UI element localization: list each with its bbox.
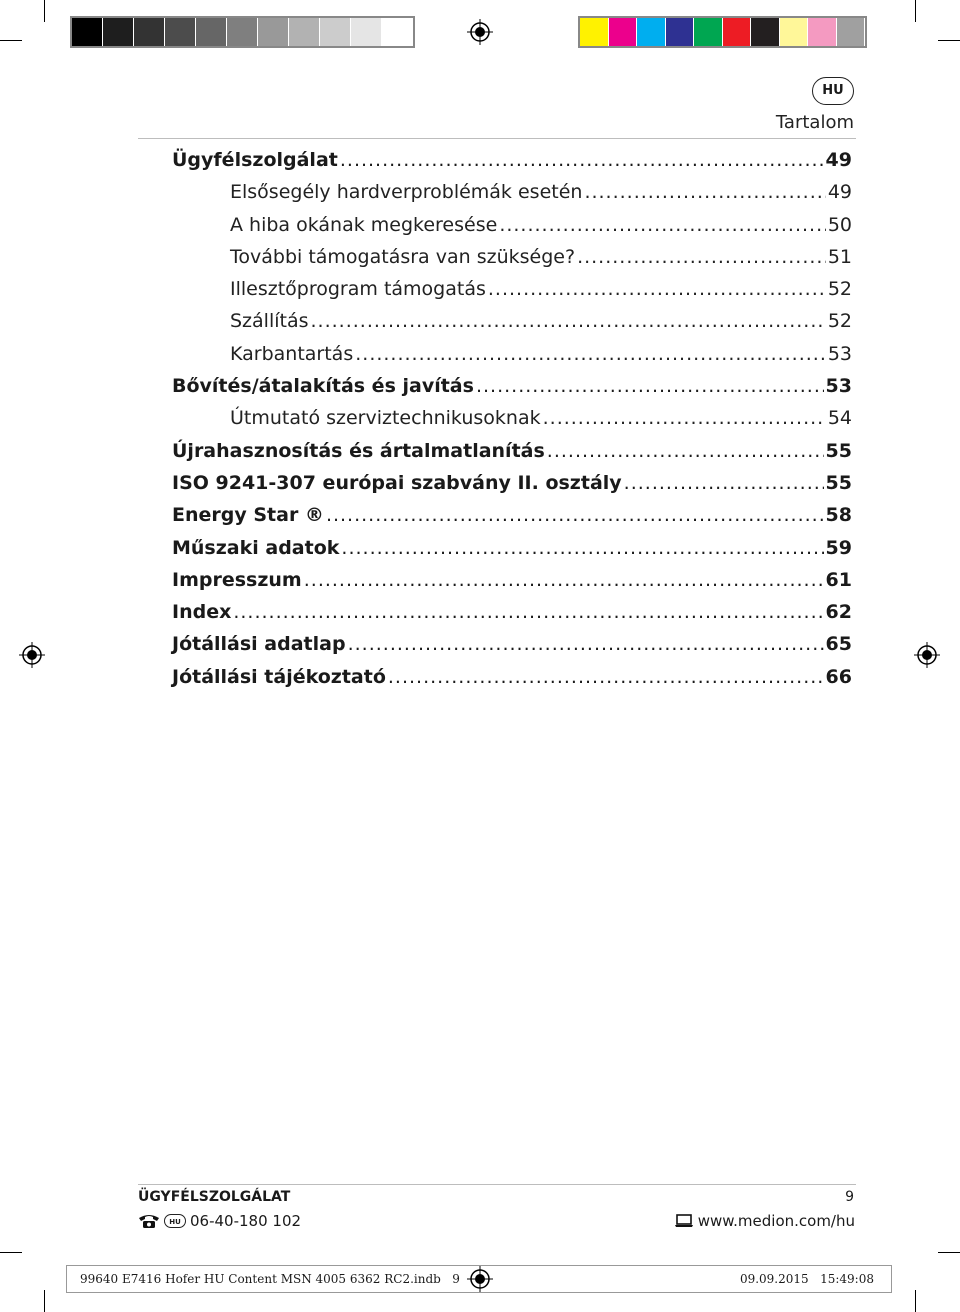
toc-entry[interactable] bbox=[172, 499, 852, 531]
toc-entry-title: Illesztőprogram támogatás bbox=[230, 278, 486, 301]
color-swatch bbox=[580, 18, 609, 46]
toc-entry-page: 54 bbox=[827, 407, 852, 430]
toc-leader-dots bbox=[499, 209, 826, 241]
toc-entry[interactable] bbox=[172, 596, 852, 628]
color-swatch bbox=[694, 18, 723, 46]
toc-entry-page: 55 bbox=[825, 471, 852, 494]
toc-leader-dots bbox=[543, 402, 826, 434]
registration-mark-icon bbox=[19, 642, 45, 668]
color-swatch bbox=[72, 18, 103, 46]
color-swatch bbox=[780, 18, 809, 46]
toc-entry-title: A hiba okának megkeresése bbox=[230, 213, 498, 236]
toc-leader-dots bbox=[233, 596, 823, 628]
toc-leader-dots bbox=[326, 499, 824, 531]
toc-entry[interactable] bbox=[172, 370, 852, 402]
footer-hotline bbox=[138, 1212, 301, 1230]
toc-entry[interactable] bbox=[172, 209, 852, 241]
toc-entry[interactable] bbox=[172, 661, 852, 693]
toc-leader-dots bbox=[547, 435, 824, 467]
toc-leader-dots bbox=[584, 176, 825, 208]
toc-entry-title: Műszaki adatok bbox=[172, 536, 340, 559]
color-swatch bbox=[103, 18, 134, 46]
toc-entry-page: 52 bbox=[827, 278, 852, 301]
color-swatch bbox=[808, 18, 837, 46]
toc-entry-page: 53 bbox=[827, 342, 852, 365]
header-rule bbox=[138, 138, 856, 139]
color-swatch bbox=[723, 18, 752, 46]
color-swatch bbox=[351, 18, 382, 46]
toc-entry-title: ISO 9241-307 európai szabvány II. osztály bbox=[172, 471, 622, 494]
toc-entry[interactable] bbox=[172, 564, 852, 596]
toc-entry[interactable] bbox=[172, 467, 852, 499]
toc-entry-title: Impresszum bbox=[172, 568, 302, 591]
toc-entry-title: Újrahasznosítás és ártalmatlanítás bbox=[172, 439, 545, 462]
laptop-icon bbox=[674, 1213, 694, 1229]
toc-entry-title: További támogatásra van szüksége? bbox=[230, 245, 576, 268]
color-swatch bbox=[258, 18, 289, 46]
toc-leader-dots bbox=[304, 564, 824, 596]
color-swatch bbox=[637, 18, 666, 46]
page-title: Tartalom bbox=[775, 112, 854, 133]
table-of-contents bbox=[172, 144, 852, 693]
toc-entry-title: Index bbox=[172, 601, 232, 624]
registration-mark-icon bbox=[914, 642, 940, 668]
color-swatch bbox=[666, 18, 695, 46]
toc-entry-title: Jótállási tájékoztató bbox=[172, 665, 386, 688]
crop-mark bbox=[44, 1290, 45, 1312]
toc-entry-page: 59 bbox=[825, 536, 852, 559]
toc-entry[interactable] bbox=[172, 176, 852, 208]
toc-entry-title: Szállítás bbox=[230, 310, 309, 333]
toc-leader-dots bbox=[577, 241, 826, 273]
color-swatch bbox=[134, 18, 165, 46]
registration-mark-icon bbox=[467, 19, 493, 45]
toc-entry[interactable] bbox=[172, 241, 852, 273]
toc-entry-page: 49 bbox=[825, 149, 852, 171]
toc-leader-dots bbox=[488, 273, 826, 305]
toc-entry-page: 49 bbox=[827, 181, 852, 204]
crop-mark bbox=[44, 0, 45, 22]
color-swatch bbox=[227, 18, 258, 46]
website-link[interactable]: www.medion.com/hu bbox=[697, 1212, 855, 1230]
toc-leader-dots bbox=[348, 628, 824, 660]
toc-entry-page: 52 bbox=[827, 310, 852, 333]
toc-entry[interactable] bbox=[172, 402, 852, 434]
toc-entry-page: 58 bbox=[825, 504, 852, 527]
toc-entry-page: 62 bbox=[825, 601, 852, 624]
color-swatch bbox=[165, 18, 196, 46]
telephone-icon bbox=[138, 1213, 160, 1229]
toc-entry-title: Energy Star ® bbox=[172, 504, 324, 527]
crop-mark bbox=[938, 40, 960, 41]
color-swatch bbox=[320, 18, 351, 46]
toc-entry[interactable] bbox=[172, 273, 852, 305]
hotline-language-badge: HU bbox=[164, 1214, 186, 1228]
process-color-bar bbox=[578, 16, 867, 48]
color-swatch bbox=[751, 18, 780, 46]
crop-mark bbox=[915, 0, 916, 22]
toc-entry-page: 50 bbox=[827, 213, 852, 236]
toc-entry-title: Bővítés/átalakítás és javítás bbox=[172, 375, 474, 398]
hotline-number: 06-40-180 102 bbox=[190, 1212, 302, 1230]
toc-entry[interactable] bbox=[172, 628, 852, 660]
toc-entry[interactable] bbox=[172, 305, 852, 337]
toc-entry-page: 65 bbox=[825, 633, 852, 656]
toc-entry-title: Útmutató szerviztechnikusoknak bbox=[230, 407, 541, 430]
toc-entry-page: 53 bbox=[825, 375, 852, 398]
toc-entry[interactable] bbox=[172, 532, 852, 564]
toc-entry-title: Elsősegély hardverproblémák esetén bbox=[230, 181, 583, 204]
slug-filename: 99640 E7416 Hofer HU Content MSN 4005 6362 RC2.indb 9 bbox=[80, 1272, 460, 1286]
page-number: 9 bbox=[845, 1189, 854, 1205]
toc-leader-dots bbox=[624, 467, 824, 499]
color-swatch bbox=[837, 18, 866, 46]
footer-section-title: ÜGYFÉLSZOLGÁLAT bbox=[138, 1189, 291, 1205]
color-swatch bbox=[289, 18, 320, 46]
toc-entry-title: Jótállási adatlap bbox=[172, 633, 346, 656]
toc-entry[interactable] bbox=[172, 144, 852, 176]
toc-leader-dots bbox=[311, 305, 826, 337]
toc-entry-page: 55 bbox=[825, 439, 852, 462]
toc-leader-dots bbox=[388, 661, 824, 693]
toc-leader-dots bbox=[355, 338, 826, 370]
slug-timestamp: 09.09.2015 15:49:08 bbox=[739, 1272, 874, 1286]
color-swatch bbox=[196, 18, 227, 46]
crop-mark bbox=[915, 1290, 916, 1312]
footer-rule bbox=[138, 1184, 856, 1185]
grayscale-color-bar bbox=[70, 16, 415, 48]
crop-mark bbox=[0, 40, 22, 41]
crop-mark bbox=[0, 1252, 22, 1253]
toc-leader-dots bbox=[341, 532, 823, 564]
toc-entry-title: Karbantartás bbox=[230, 342, 354, 365]
color-swatch bbox=[382, 18, 413, 46]
toc-leader-dots bbox=[340, 144, 824, 176]
toc-entry-page: 66 bbox=[825, 665, 852, 688]
toc-entry-page: 61 bbox=[825, 568, 852, 591]
crop-mark bbox=[938, 1252, 960, 1253]
footer-website bbox=[674, 1212, 855, 1230]
color-swatch bbox=[609, 18, 638, 46]
toc-entry[interactable] bbox=[172, 435, 852, 467]
toc-leader-dots bbox=[476, 370, 824, 402]
toc-entry-page: 51 bbox=[827, 245, 852, 268]
toc-entry-title: Ügyfélszolgálat bbox=[172, 149, 338, 171]
toc-entry[interactable] bbox=[172, 338, 852, 370]
language-badge: HU bbox=[812, 77, 854, 105]
